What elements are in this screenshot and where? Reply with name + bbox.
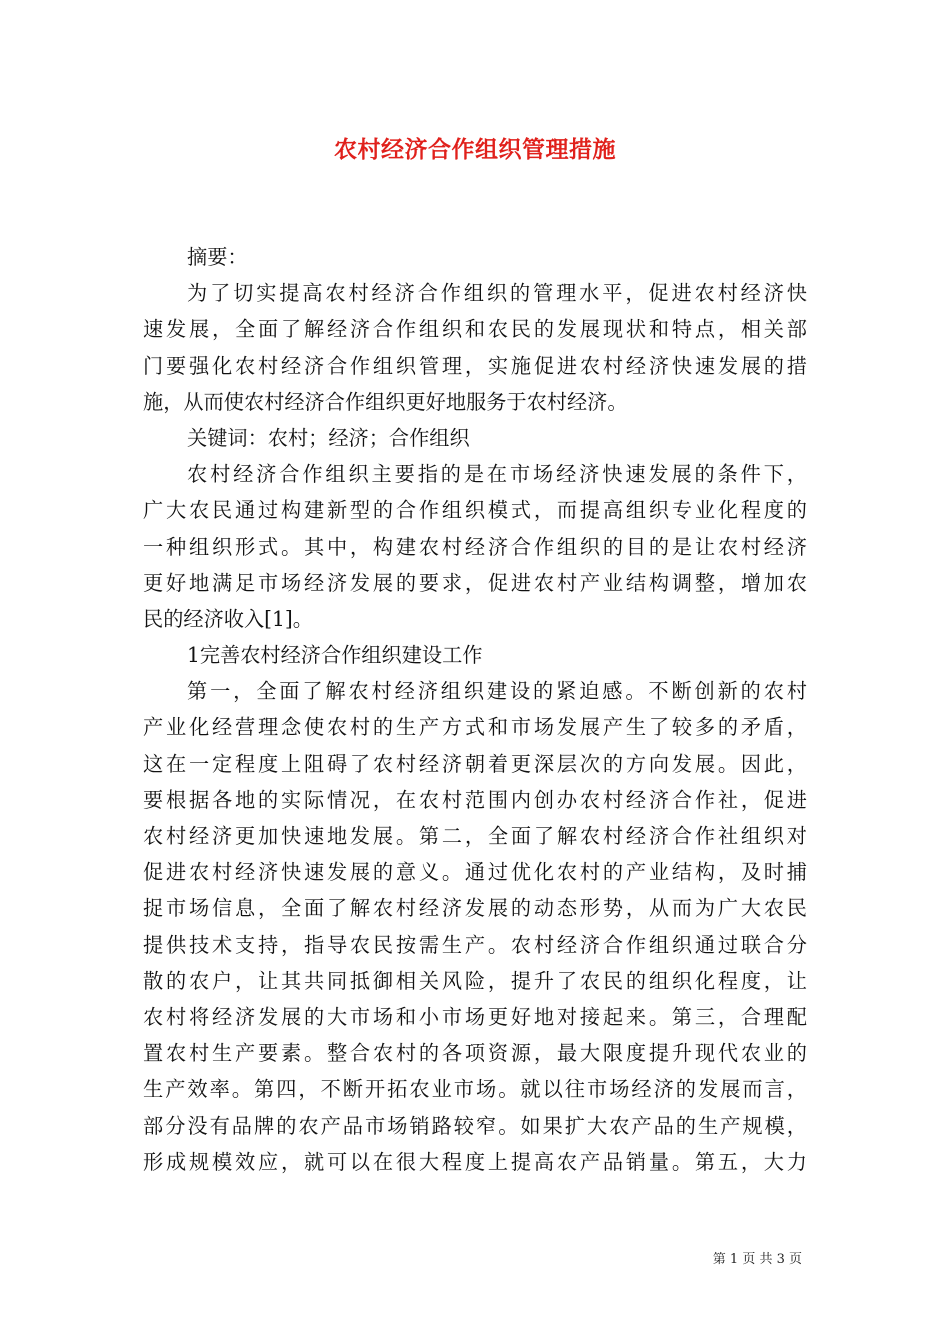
- text-line: 速发展，全面了解经济合作组织和农民的发展现状和特点，相关部: [143, 317, 807, 342]
- text-line: 要根据各地的实际情况，在农村范围内创办农村经济合作社，促进: [143, 787, 807, 812]
- text-line: 农村将经济发展的大市场和小市场更好地对接起来。第三，合理配: [143, 1004, 807, 1029]
- text-line: 生产效率。第四，不断开拓农业市场。就以往市场经济的发展而言，: [143, 1077, 807, 1102]
- text-line: 广大农民通过构建新型的合作组织模式，而提高组织专业化程度的: [143, 498, 807, 523]
- text-line: 提供技术支持，指导农民按需生产。农村经济合作组织通过联合分: [143, 932, 807, 957]
- text-line: 1完善农村经济合作组织建设工作: [187, 643, 483, 668]
- page-number: 第 1 页 共 3 页: [712, 1252, 802, 1267]
- text-line: 更好地满足市场经济发展的要求，促进农村产业结构调整，增加农: [143, 570, 807, 595]
- text-line: 施，从而使农村经济合作组织更好地服务于农村经济。: [143, 389, 628, 414]
- text-line: 这在一定程度上阻碍了农村经济朝着更深层次的方向发展。因此，: [143, 751, 807, 776]
- text-line: 产业化经营理念使农村的生产方式和市场发展产生了较多的矛盾，: [143, 715, 807, 740]
- document-body: [143, 239, 807, 1180]
- text-line: 形成规模效应，就可以在很大程度上提高农产品销量。第五，大力: [143, 1149, 807, 1174]
- text-line: 为了切实提高农村经济合作组织的管理水平，促进农村经济快: [187, 281, 807, 306]
- text-line: 部分没有品牌的农产品市场销路较窄。如果扩大农产品的生产规模，: [143, 1113, 807, 1138]
- document-title: 农村经济合作组织管理措施: [334, 136, 616, 163]
- text-line: 民的经济收入[1]。: [143, 606, 313, 631]
- text-line: 农村经济更加快速地发展。第二，全面了解农村经济合作社组织对: [143, 824, 807, 848]
- text-line: 促进农村经济快速发展的意义。通过优化农村的产业结构，及时捕: [143, 860, 807, 885]
- text-line: 摘要：: [187, 245, 248, 269]
- text-line: 置农村生产要素。整合农村的各项资源，最大限度提升现代农业的: [143, 1041, 807, 1066]
- text-line: 第一，全面了解农村经济组织建设的紧迫感。不断创新的农村: [187, 679, 807, 704]
- text-line: 捉市场信息，全面了解农村经济发展的动态形势，从而为广大农民: [143, 896, 807, 921]
- text-line: 散的农户，让其共同抵御相关风险，提升了农民的组织化程度，让: [143, 968, 807, 993]
- text-line: 门要强化农村经济合作组织管理，实施促进农村经济快速发展的措: [143, 353, 807, 378]
- text-line: 关键词：农村；经济；合作组织: [187, 425, 470, 450]
- text-line: 农村经济合作组织主要指的是在市场经济快速发展的条件下，: [187, 462, 807, 487]
- text-line: 一种组织形式。其中，构建农村经济合作组织的目的是让农村经济: [143, 534, 807, 559]
